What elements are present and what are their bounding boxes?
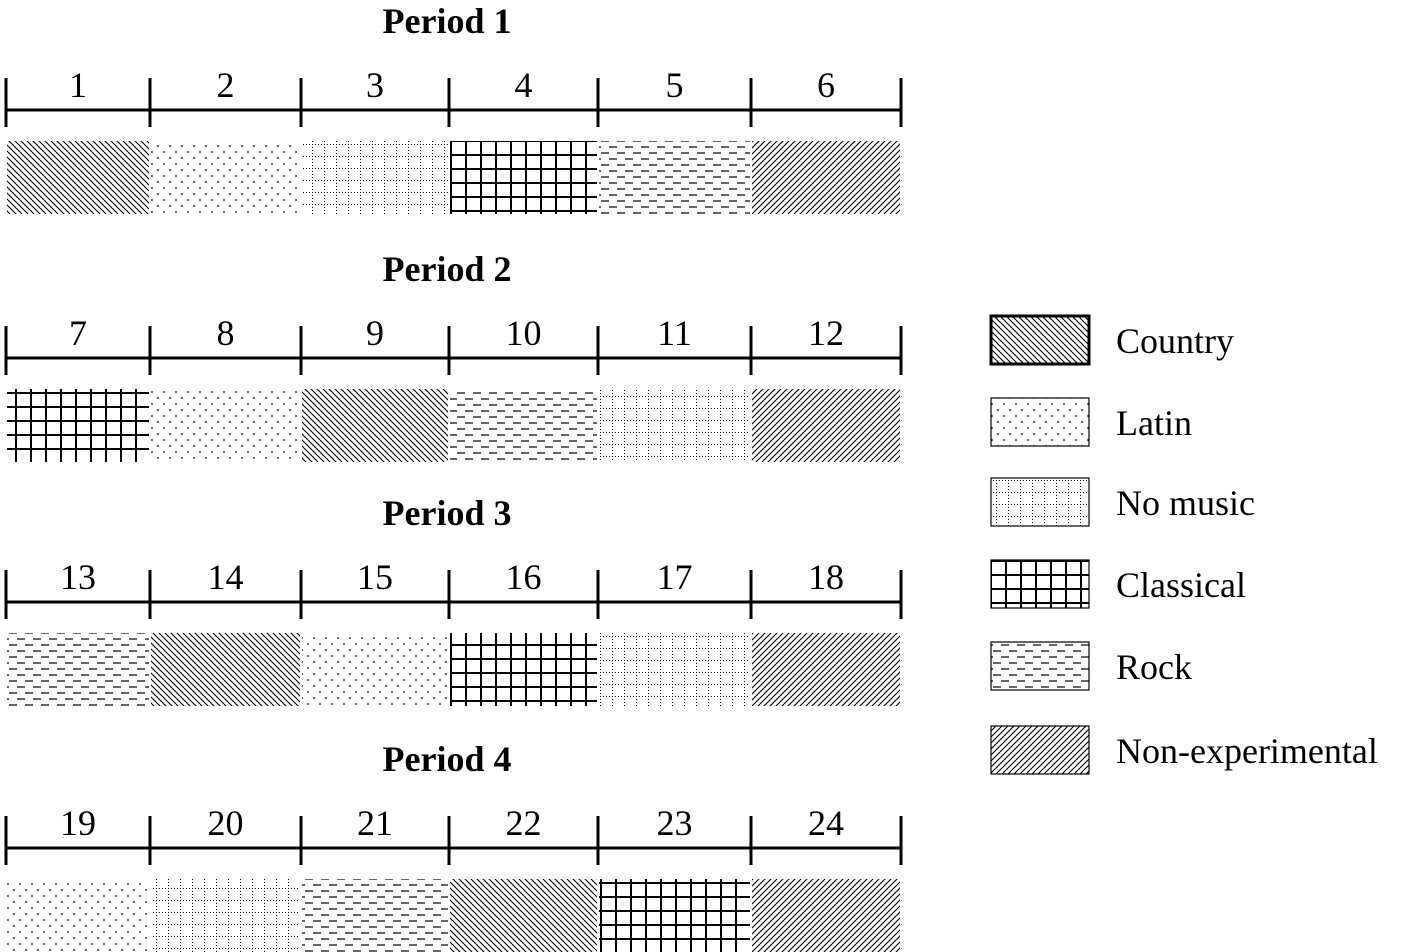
slot-number: 13 (60, 557, 96, 597)
slot-number: 18 (808, 557, 844, 597)
slot-block-country (7, 141, 149, 214)
period-block (6, 1, 901, 214)
slot-block-nomusic (151, 879, 300, 952)
legend-item (991, 642, 1192, 690)
legend-item (991, 398, 1192, 446)
legend-swatch-rock (991, 642, 1089, 690)
legend-label: Rock (1116, 647, 1192, 687)
period-title: Period 4 (382, 739, 512, 779)
slot-number: 21 (357, 803, 393, 843)
legend-label: No music (1116, 483, 1255, 523)
slot-block-latin (151, 141, 300, 214)
legend-item (991, 560, 1246, 608)
slot-number: 8 (216, 313, 235, 353)
slot-number: 1 (69, 65, 87, 105)
slot-number: 7 (69, 313, 87, 353)
slot-block-latin (7, 879, 149, 952)
slot-number: 17 (656, 557, 693, 597)
period-block (6, 739, 901, 952)
slot-block-classical (450, 633, 597, 706)
slot-block-nonexp (752, 141, 900, 214)
slot-block-classical (450, 141, 597, 214)
slot-number: 6 (817, 65, 835, 105)
slot-block-country (151, 633, 300, 706)
legend-label: Country (1116, 321, 1235, 361)
slot-block-country (450, 879, 597, 952)
legend (991, 316, 1378, 774)
slot-number: 12 (808, 313, 844, 353)
slot-number: 10 (505, 313, 542, 353)
slot-number: 23 (656, 803, 693, 843)
slot-number: 19 (60, 803, 96, 843)
legend-swatch-country (991, 316, 1089, 364)
slot-number: 2 (216, 65, 235, 105)
slot-number: 24 (808, 803, 844, 843)
slot-number: 11 (657, 313, 692, 353)
slot-number: 9 (366, 313, 384, 353)
slot-block-country (302, 389, 448, 462)
period-block (6, 249, 901, 462)
legend-label: Classical (1116, 565, 1246, 605)
periods-area (6, 1, 901, 952)
slot-block-latin (151, 389, 300, 462)
legend-swatch-latin (991, 398, 1089, 446)
slot-number: 5 (665, 65, 684, 105)
slot-block-classical (599, 879, 750, 952)
slot-block-latin (302, 633, 448, 706)
slot-number: 4 (514, 65, 533, 105)
slot-number: 20 (207, 803, 244, 843)
period-title: Period 1 (382, 1, 512, 41)
slot-block-classical (7, 389, 149, 462)
period-title: Period 2 (382, 249, 512, 289)
slot-block-nomusic (599, 389, 750, 462)
period-title: Period 3 (382, 493, 512, 533)
slot-number: 3 (366, 65, 384, 105)
slot-block-nonexp (752, 389, 900, 462)
slot-block-nomusic (302, 141, 448, 214)
legend-swatch-classical (991, 560, 1089, 608)
legend-swatch-nonexp (991, 726, 1089, 774)
slot-number: 15 (357, 557, 393, 597)
legend-item (991, 478, 1255, 526)
legend-label: Non-experimental (1116, 731, 1378, 771)
slot-number: 16 (505, 557, 542, 597)
legend-swatch-nomusic (991, 478, 1089, 526)
slot-block-rock (450, 389, 597, 462)
slot-block-nonexp (752, 633, 900, 706)
slot-block-nomusic (599, 633, 750, 706)
slot-block-rock (7, 633, 149, 706)
legend-item (991, 726, 1378, 774)
slot-number: 22 (505, 803, 542, 843)
period-block (6, 493, 901, 706)
slot-block-nonexp (752, 879, 900, 952)
slot-block-rock (599, 141, 750, 214)
legend-label: Latin (1116, 403, 1192, 443)
slot-block-rock (302, 879, 448, 952)
legend-item (991, 316, 1234, 364)
slot-number: 14 (207, 557, 244, 597)
